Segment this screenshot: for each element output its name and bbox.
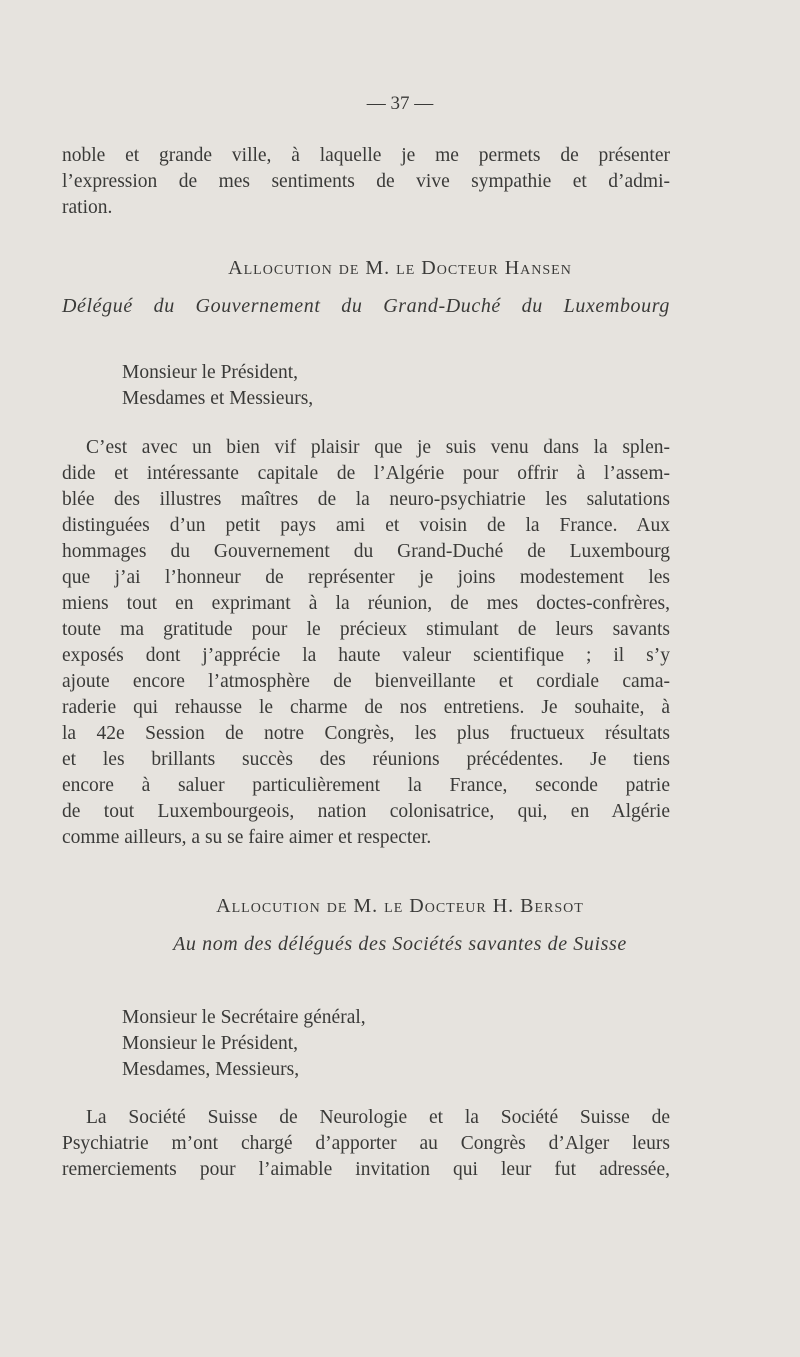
salutation-line: Mesdames, Messieurs, bbox=[122, 1059, 300, 1080]
section-subheading-hansen: Délégué du Gouvernement du Grand-Duché du Luxembourg bbox=[62, 295, 670, 317]
paragraph-line: dide et intéressante capitale de l’Algérie pour offrir à l’assem- bbox=[62, 463, 670, 484]
paragraph-line: comme ailleurs, a su se faire aimer et respecter. bbox=[62, 827, 432, 848]
paragraph-line: ration. bbox=[62, 197, 113, 218]
paragraph-line: remerciements pour l’aimable invitation qui leur fut adressée, bbox=[62, 1159, 670, 1180]
paragraph-line: toute ma gratitude pour le précieux stimulant de leurs savants bbox=[62, 619, 670, 640]
paragraph-line: hommages du Gouvernement du Grand-Duché de Luxembourg bbox=[62, 541, 670, 562]
paragraph-line: encore à saluer particulièrement la France, seconde patrie bbox=[62, 775, 670, 796]
salutation-line: Monsieur le Secrétaire général, bbox=[122, 1007, 366, 1028]
paragraph-line: C’est avec un bien vif plaisir que je suis venu dans la splen- bbox=[86, 437, 670, 458]
paragraph-line: la 42e Session de notre Congrès, les plus fructueux résultats bbox=[62, 723, 670, 744]
paragraph-line: de tout Luxembourgeois, nation colonisatrice, qui, en Algérie bbox=[62, 801, 670, 822]
paragraph-line: Psychiatrie m’ont chargé d’apporter au Congrès d’Alger leurs bbox=[62, 1133, 670, 1154]
paragraph-line: que j’ai l’honneur de représenter je joins modestement les bbox=[62, 567, 670, 588]
section-subheading-bersot: Au nom des délégués des Sociétés savantes de Suisse bbox=[173, 933, 627, 955]
paragraph-line: exposés dont j’apprécie la haute valeur scientifique ; il s’y bbox=[62, 645, 670, 666]
salutation-line: Monsieur le Président, bbox=[122, 362, 299, 383]
section-heading-bersot: Allocution de M. le Docteur H. Bersot bbox=[216, 895, 584, 917]
section-heading-hansen: Allocution de M. le Docteur Hansen bbox=[228, 257, 572, 279]
salutation-line: Mesdames et Messieurs, bbox=[122, 388, 314, 409]
page-number: — 37 — bbox=[366, 93, 434, 114]
paragraph-line: La Société Suisse de Neurologie et la Société Suisse de bbox=[86, 1107, 670, 1128]
paragraph-line: l’expression de mes sentiments de vive sympathie et d’admi- bbox=[62, 171, 670, 192]
paragraph-line: blée des illustres maîtres de la neuro-psychiatrie les salutations bbox=[62, 489, 670, 510]
paragraph-line: ajoute encore l’atmosphère de bienveillante et cordiale cama- bbox=[62, 671, 670, 692]
salutation-line: Monsieur le Président, bbox=[122, 1033, 299, 1054]
paragraph-line: distinguées d’un petit pays ami et voisin de la France. Aux bbox=[62, 515, 670, 536]
paragraph-line: et les brillants succès des réunions précédentes. Je tiens bbox=[62, 749, 670, 770]
paragraph-line: noble et grande ville, à laquelle je me permets de présenter bbox=[62, 145, 670, 166]
paragraph-line: miens tout en exprimant à la réunion, de mes doctes-confrères, bbox=[62, 593, 670, 614]
paragraph-line: raderie qui rehausse le charme de nos entretiens. Je souhaite, à bbox=[62, 697, 670, 718]
